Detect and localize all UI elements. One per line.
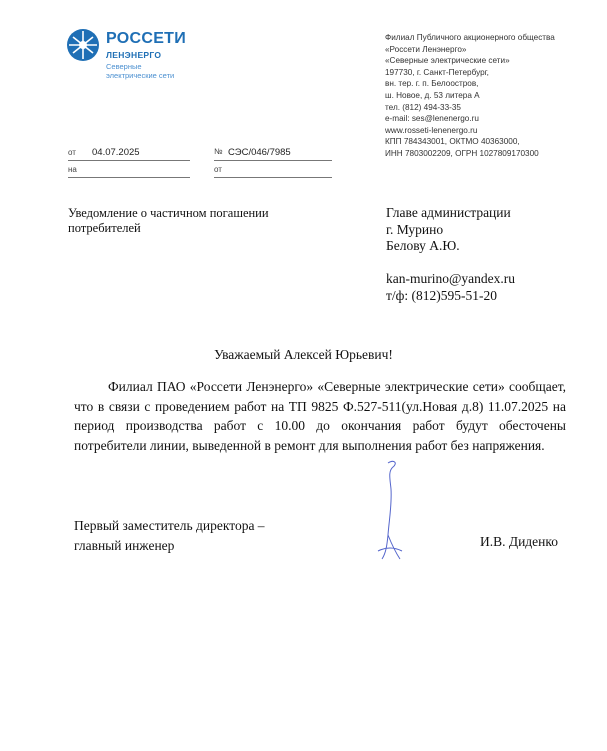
sender-line: www.rosseti-lenenergo.ru [385, 125, 478, 135]
sender-line: вн. тер. г. п. Белоостров, [385, 79, 479, 89]
letter-body: Филиал ПАО «Россети Ленэнерго» «Северные электрические сети» сообщает, что в связи с проведением работ на ТП 9825 Ф.527-511(ул.Новая д.8) 11.07.2025 на период производства работ с 10.00 до окончания работ будут обесточены потребители линии, выведенной в ремонт для выполнения работ без напряжения. [74, 379, 566, 453]
sender-line: ш. Новое, д. 53 литера А [385, 90, 480, 100]
sender-line: «Северные электрические сети» [385, 56, 510, 66]
addressee-line2: г. Мурино [386, 221, 444, 237]
reference-date-line [214, 177, 332, 178]
from-date-line [68, 160, 190, 161]
sender-line: e-mail: ses@lenenergo.ru [385, 114, 479, 124]
sender-line: КПП 784343001, ОКТМО 40363000, [385, 137, 520, 147]
signatory-name: И.В. Диденко [480, 534, 559, 549]
sender-line: ИНН 7803002209, ОГРН 1027809170300 [385, 148, 539, 158]
reference-label: на [68, 165, 77, 174]
from-label: от [68, 148, 76, 157]
sender-details [385, 32, 585, 160]
logo-division-line1: Северные [106, 62, 142, 71]
document-number: СЭС/046/7985 [228, 147, 291, 158]
logo-division [106, 62, 186, 80]
signatory-position [74, 516, 334, 555]
signatory-position-line2: главный инженер [74, 537, 175, 553]
logo-division-line2: электрические сети [106, 71, 175, 80]
addressee-email: kan-murino@yandex.ru [386, 271, 516, 286]
logo-subname: ЛЕНЭНЕРГО [106, 50, 162, 60]
sender-line: «Россети Ленэнерго» [385, 44, 467, 54]
number-line [214, 160, 332, 161]
sender-line: Филиал Публичного акционерного общества [385, 33, 555, 42]
addressee-line1: Главе администрации [386, 205, 511, 220]
letter-subject: Уведомление о частичном погашении потребителей [68, 206, 269, 235]
addressee-phone: т/ф: (812)595-51-20 [386, 287, 498, 303]
addressee [386, 205, 586, 255]
rosseti-logo-icon [66, 28, 100, 62]
handwritten-signature [360, 455, 420, 570]
sender-line: тел. (812) 494-33-35 [385, 102, 461, 112]
reference-date-label: от [214, 165, 222, 174]
sender-line: 197730, г. Санкт-Петербург, [385, 67, 489, 77]
addressee-contacts [386, 271, 586, 304]
salutation: Уважаемый Алексей Юрьевич! [214, 347, 393, 362]
addressee-line3: Белову А.Ю. [386, 238, 460, 253]
from-date: 04.07.2025 [92, 147, 140, 158]
reference-line [68, 177, 190, 178]
signatory-position-line1: Первый заместитель директора – [74, 518, 265, 533]
number-label: № [214, 147, 223, 156]
logo-name: РОССЕТИ [106, 30, 187, 47]
